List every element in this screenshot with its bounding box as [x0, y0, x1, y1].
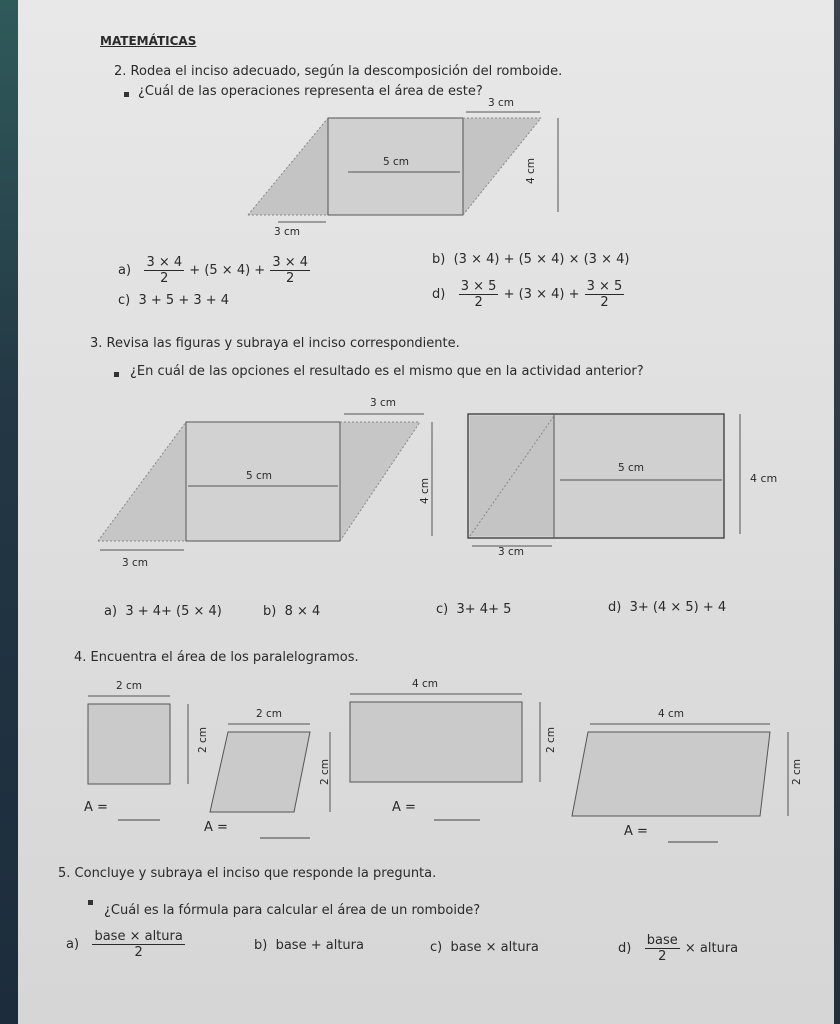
q3-fig2-label-side: 4 cm: [750, 472, 778, 485]
q3-fig1-label-top: 3 cm: [370, 397, 397, 409]
bullet-icon: [88, 900, 93, 905]
q3-question: ¿En cuál de las opciones el resultado es el mismo que en la actividad anterior?: [130, 364, 644, 379]
q4-square-label-side: 2 cm: [197, 726, 210, 754]
q3-option-c[interactable]: c) 3+ 4+ 5: [436, 602, 512, 617]
q2-label-top: 3 cm: [488, 97, 515, 109]
q3-rectangle-figure: [468, 410, 768, 550]
q4-para1-answer[interactable]: A =: [204, 820, 228, 835]
q3-fig1-label-side: 4 cm: [419, 477, 432, 505]
q4-para1-label-side: 2 cm: [319, 758, 332, 786]
q2-label-mid: 5 cm: [383, 156, 410, 168]
q4-para2-label-side: 2 cm: [791, 758, 804, 786]
q5-question: ¿Cuál es la fórmula para calcular el área de un romboide?: [104, 903, 481, 918]
q3-fig2-label-mid: 5 cm: [618, 462, 645, 474]
q5-option-a[interactable]: a) $\frac{\text{base × altura}}{2}$: [66, 929, 183, 960]
bullet-icon: [124, 92, 129, 97]
q4-shapes-figure: [78, 690, 838, 840]
q2-option-d[interactable]: d) $\frac{3 \times 5}{2}$ + (3 × 4) + $\frac{3 \times 5}{2}$: [432, 279, 623, 310]
q3-option-b[interactable]: b) 8 × 4: [263, 604, 321, 619]
q4-square-label-top: 2 cm: [116, 680, 143, 692]
q5-option-b[interactable]: b) base + altura: [254, 938, 364, 953]
q4-para2-label-top: 4 cm: [658, 708, 685, 720]
q3-fig1-label-bottom: 3 cm: [122, 557, 149, 569]
q2-label-bottom: 3 cm: [274, 226, 301, 238]
q4-rect-answer[interactable]: A =: [392, 800, 416, 815]
bullet-icon: [114, 372, 119, 377]
q4-square-answer[interactable]: A =: [84, 800, 108, 815]
q3-option-d[interactable]: d) 3+ (4 × 5) + 4: [608, 600, 727, 615]
q5-option-d[interactable]: d) $\frac{\text{base}}{2}$ × altura: [618, 933, 739, 964]
q3-fig1-label-mid: 5 cm: [246, 470, 273, 482]
q3-fig2-label-bottom: 3 cm: [498, 546, 525, 558]
q4-rect-label-top: 4 cm: [412, 678, 439, 690]
q2-label-side: 4 cm: [525, 157, 538, 185]
q2-option-c[interactable]: c) 3 + 5 + 3 + 4: [118, 293, 230, 308]
q5-title: 5. Concluye y subraya el inciso que responde la pregunta.: [58, 866, 437, 881]
q2-question: ¿Cuál de las operaciones representa el área de este?: [138, 84, 483, 99]
q2-title: 2. Rodea el inciso adecuado, según la descomposición del romboide.: [114, 64, 563, 79]
q5-option-c[interactable]: c) base × altura: [430, 940, 539, 955]
q3-title: 3. Revisa las figuras y subraya el inciso correspondiente.: [90, 336, 460, 351]
q3-option-a[interactable]: a) 3 + 4+ (5 × 4): [104, 604, 222, 619]
q4-title: 4. Encuentra el área de los paralelogramos.: [74, 650, 359, 665]
subject-header: MATEMÁTICAS: [100, 34, 197, 48]
q4-rect-label-side: 2 cm: [545, 726, 558, 754]
q2-option-b[interactable]: b) (3 × 4) + (5 × 4) × (3 × 4): [432, 252, 630, 267]
q2-option-a[interactable]: a) $\frac{3 \times 4}{2}$ + (5 × 4) + $\frac{3 \times 4}{2}$: [118, 255, 309, 286]
q4-para2-answer[interactable]: A =: [624, 824, 648, 839]
worksheet: [18, 0, 834, 1024]
q4-para1-label-top: 2 cm: [256, 708, 283, 720]
